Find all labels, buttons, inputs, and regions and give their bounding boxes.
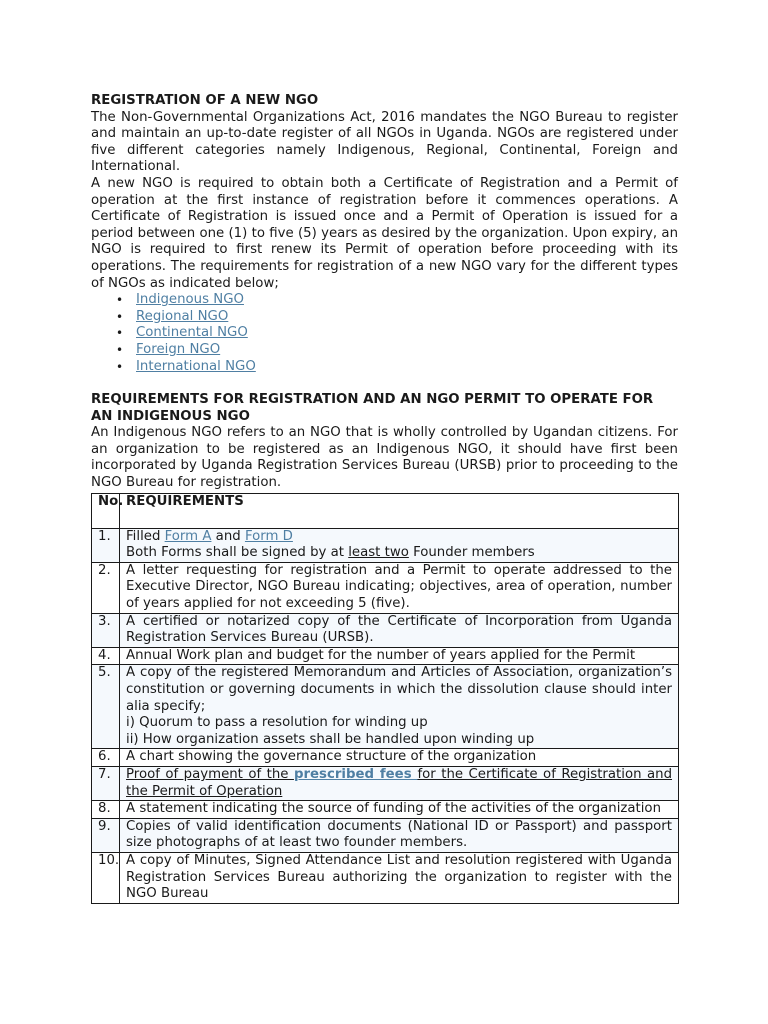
requirement-cell: A copy of Minutes, Signed Attendance List and resolution registered with Uganda Registration Services Bureau authorizing the organization to register with the NGO Bureau [120, 852, 679, 903]
link-form-d[interactable]: Form D [244, 528, 293, 544]
document-page [91, 93, 678, 904]
requirement-emphasis: least two [348, 545, 409, 561]
requirement-text: Founder members [408, 545, 535, 561]
requirements-table [91, 493, 679, 904]
row-number: 6. [92, 749, 120, 767]
row-number: 5. [92, 665, 120, 749]
list-item [136, 359, 678, 376]
link-prescribed-fees[interactable]: prescribed fees [293, 766, 418, 782]
requirement-text: Filled [126, 528, 165, 544]
requirement-text: and [211, 528, 245, 544]
table-row [92, 852, 679, 903]
list-item [136, 325, 678, 342]
requirement-subline [126, 545, 672, 562]
table-row [92, 647, 679, 665]
link-international-ngo[interactable]: International NGO [136, 358, 256, 374]
column-header-requirements: REQUIREMENTS [120, 493, 679, 528]
intro-paragraph: The Non-Governmental Organizations Act, 2016 mandates the NGO Bureau to register and maintain an up-to-date register of all NGOs in Uganda. NGOs are registered under five different categories namely Indigenous, Regional, Continental, Foreign and International. [91, 109, 678, 175]
row-number: 7. [92, 766, 120, 800]
requirement-subline: i) Quorum to pass a resolution for winding up [126, 715, 428, 731]
column-header-no: No. [92, 493, 120, 528]
requirement-cell: A letter requesting for registration and a Permit to operate addressed to the Executive Director, NGO Bureau indicating; objectives, area of operation, number of years applied for not exceeding 5 (five). [120, 562, 679, 613]
link-foreign-ngo[interactable]: Foreign NGO [136, 341, 221, 357]
row-number: 3. [92, 613, 120, 647]
requirement-cell: A chart showing the governance structure of the organization [120, 749, 679, 767]
section-heading-indigenous-requirements: REQUIREMENTS FOR REGISTRATION AND AN NGO PERMIT TO OPERATE FOR AN INDIGENOUS NGO [91, 392, 654, 424]
requirement-cell: Copies of valid identification documents (National ID or Passport) and passport size photographs of at least two founder members. [120, 818, 679, 852]
table-row [92, 665, 679, 749]
requirement-text: for the Certificate of Registration and the Permit of Operation [126, 766, 673, 799]
row-number: 10. [92, 852, 120, 903]
row-number: 8. [92, 801, 120, 819]
link-form-a[interactable]: Form A [164, 528, 212, 544]
section-heading-registration: REGISTRATION OF A NEW NGO [91, 93, 319, 108]
row-number: 4. [92, 647, 120, 665]
list-item [136, 342, 678, 359]
requirement-text: Both Forms shall be signed by at [126, 545, 349, 561]
table-header-row [92, 493, 679, 528]
table-row [92, 613, 679, 647]
link-indigenous-ngo[interactable]: Indigenous NGO [136, 292, 244, 308]
requirement-cell [120, 766, 679, 800]
table-row [92, 766, 679, 800]
requirement-text: Proof of payment of the [126, 766, 294, 782]
row-number: 1. [92, 528, 120, 562]
link-regional-ngo[interactable]: Regional NGO [136, 308, 229, 324]
table-row [92, 801, 679, 819]
requirement-cell [120, 528, 679, 562]
row-number: 9. [92, 818, 120, 852]
indigenous-ngo-paragraph: An Indigenous NGO refers to an NGO that is wholly controlled by Ugandan citizens. For an organization to be registered as an Indigenous NGO, it should have first been incorporated by Uganda Registration Services Bureau (URSB) prior to proceeding to the NGO Bureau for registration. [91, 425, 678, 491]
row-number: 2. [92, 562, 120, 613]
requirement-text: A copy of the registered Memorandum and Articles of Association, organization’s constitution or governing documents in which the dissolution clause should inter alia specify; [126, 665, 672, 714]
ngo-type-list [91, 292, 678, 375]
registration-paragraph: A new NGO is required to obtain both a Certificate of Registration and a Permit of operation at the first instance of registration before it commences operations. A Certificate of Registration is issued once and a Permit of Operation is issued for a period between one (1) to five (5) years as desired by the organization. Upon expiry, an NGO is required to first renew its Permit of operation before proceeding with its operations. The requirements for registration of a new NGO vary for the different types of NGOs as indicated below; [91, 175, 678, 291]
list-item [136, 309, 678, 326]
requirement-cell: A statement indicating the source of funding of the activities of the organization [120, 801, 679, 819]
table-row [92, 562, 679, 613]
requirement-cell: A certified or notarized copy of the Certificate of Incorporation from Uganda Registration Services Bureau (URSB). [120, 613, 679, 647]
requirement-subline: ii) How organization assets shall be handled upon winding up [126, 731, 535, 747]
requirement-cell: Annual Work plan and budget for the number of years applied for the Permit [120, 647, 679, 665]
requirement-cell [120, 665, 679, 749]
table-row [92, 749, 679, 767]
link-continental-ngo[interactable]: Continental NGO [136, 325, 248, 341]
list-item [136, 292, 678, 309]
table-row [92, 528, 679, 562]
table-row [92, 818, 679, 852]
